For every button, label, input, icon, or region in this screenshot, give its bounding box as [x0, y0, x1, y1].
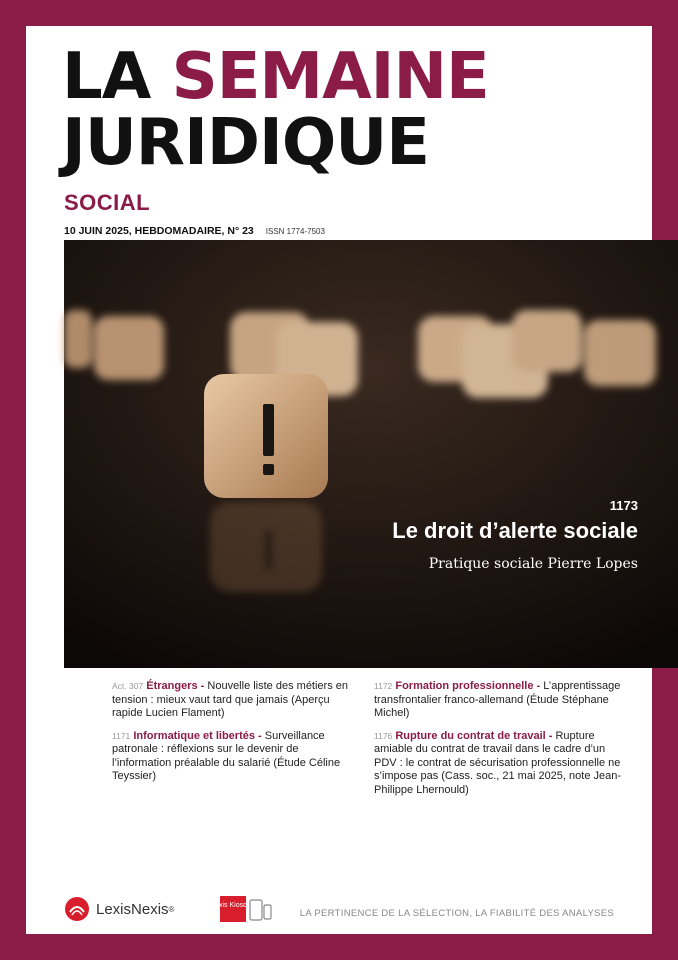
kiosque-label: Lexis Kiosque	[211, 902, 255, 909]
lexisnexis-wordmark: LexisNexis	[96, 900, 169, 918]
toc-number: 1176	[374, 730, 393, 741]
kiosque-devices-icon	[211, 896, 272, 922]
toc-text: Surveillance patronale : réflexions sur le devenir de l’information préalable du salarié (Étude Céline Teyssier)	[112, 729, 341, 782]
toc-item	[112, 730, 352, 784]
footer-tagline: LA PERTINENCE DE LA SÉLECTION, LA FIABILITÉ DES ANALYSES	[299, 908, 614, 919]
toc-heading: Informatique et libertés -	[133, 729, 262, 742]
toc-item	[374, 680, 626, 721]
toc-item	[112, 680, 352, 721]
cover-photo	[64, 240, 678, 668]
section-title: SOCIAL	[64, 190, 151, 215]
toc-heading: Rupture du contrat de travail -	[395, 729, 553, 742]
registered-mark: ®	[168, 904, 175, 914]
toc-number: Act. 307	[112, 681, 144, 691]
article-title: Le droit d’alerte sociale	[392, 518, 638, 543]
issue-date: 10 JUIN 2025, HEBDOMADAIRE, N° 23	[64, 225, 254, 237]
masthead-juridique: JURIDIQUE	[62, 106, 429, 180]
toc-item	[374, 730, 626, 798]
toc-text: Nouvelle liste des métiers en tension : mieux vaut tard que jamais (Aperçu rapide Lucien Flament)	[112, 680, 349, 719]
masthead-la: LA	[62, 40, 172, 114]
toc-right-column	[374, 680, 626, 806]
toc-heading: Étrangers -	[146, 680, 205, 692]
issn: ISSN 1774-7503	[265, 227, 325, 236]
toc-number: 1171	[112, 730, 131, 741]
lexisnexis-emblem-icon	[64, 896, 90, 922]
masthead-semaine: SEMAINE	[171, 40, 489, 114]
masthead	[62, 40, 489, 180]
article-number: 1173	[609, 498, 638, 513]
dice-illustration	[64, 240, 678, 668]
toc-text: Rupture amiable du contrat de travail dans le cadre d’un PDV : le contrat de sécurisation professionnelle ne s’impose pas (Cass. soc., 21 mai 2025, note Jean-Philippe Lhernould)	[374, 729, 622, 796]
toc-heading: Formation professionnelle -	[395, 680, 541, 692]
kiosque-badge	[211, 896, 272, 922]
toc-text: L’apprentissage transfrontalier franco-allemand (Étude Stéphane Michel)	[374, 680, 621, 719]
article-subtitle: Pratique sociale Pierre Lopes	[428, 556, 638, 572]
issue-info	[64, 225, 325, 237]
lexisnexis-logo	[64, 896, 174, 922]
toc-left-column	[112, 680, 352, 793]
toc-number: 1172	[374, 681, 393, 691]
